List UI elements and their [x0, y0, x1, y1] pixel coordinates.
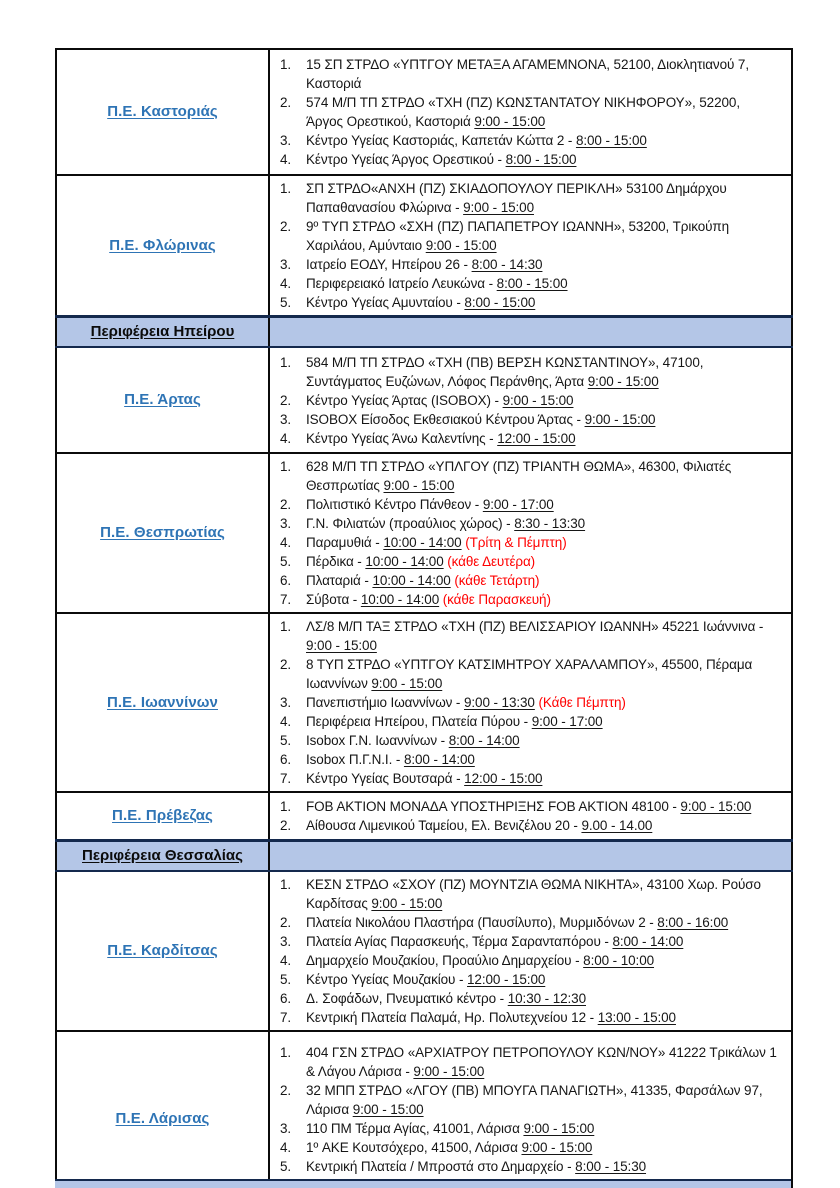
hours-text: 8:00 - 16:00: [657, 915, 729, 930]
location-item: [280, 731, 779, 750]
item-text: [306, 693, 779, 712]
item-number: 3.: [280, 695, 292, 710]
item-number: 2.: [280, 818, 292, 833]
location-item: [280, 1157, 779, 1176]
location-item: [280, 590, 779, 609]
location-text: Σύβοτα -: [306, 592, 361, 607]
hours-text: 12:00 - 15:00: [467, 972, 546, 987]
item-text: [306, 514, 779, 533]
location-text: Περιφέρεια Ηπείρου, Πλατεία Πύρου -: [306, 714, 532, 729]
location-item: [280, 816, 779, 835]
location-text: Κέντρο Υγείας Αμυνταίου -: [306, 295, 465, 310]
day-note: (Τρίτη & Πέμπτη): [461, 535, 567, 550]
item-text: [306, 913, 779, 932]
location-text: ΚΕΣΝ ΣΤΡΔΟ «ΣΧΟΥ (ΠΖ) ΜΟΥΝΤΖΙΑ ΘΩΜΑ ΝΙΚΗΤΑ», 43100 Χωρ. Ρούσο Καρδίτσας: [306, 877, 761, 911]
region-label-cell: [56, 613, 269, 792]
locations-cell: [269, 792, 792, 841]
region-label-link[interactable]: Π.Ε. Πρέβεζας: [112, 807, 213, 824]
item-number: 2.: [280, 657, 292, 672]
item-text: [306, 989, 779, 1008]
item-number: 4.: [280, 535, 292, 550]
location-item: [280, 495, 779, 514]
next-header-row-strip: [55, 1179, 791, 1188]
location-text: Κέντρο Υγείας Μουζακίου -: [306, 972, 468, 987]
region-label-link[interactable]: Π.Ε. Θεσπρωτίας: [100, 524, 225, 541]
item-text: [306, 951, 779, 970]
locations-cell: [269, 613, 792, 792]
item-text: [306, 255, 779, 274]
location-item: [280, 93, 779, 131]
hours-text: 9:00 - 15:00: [587, 373, 659, 389]
location-text: ISOBOX Είσοδος Εκθεσιακού Κέντρου Άρτας -: [306, 411, 585, 427]
locations-cell: [269, 1031, 792, 1188]
hours-text: 12:00 - 15:00: [497, 430, 576, 446]
location-text: FOB AKTION ΜΟΝΑΔΑ ΥΠΟΣΤΗΡΙΞΗΣ FOB AKTION 48100 -: [306, 799, 681, 814]
location-text: 1º ΑΚΕ Κουτσόχερο, 41500, Λάρισα: [306, 1140, 522, 1155]
region-group-header-row: [56, 841, 792, 872]
item-number: 1.: [280, 799, 292, 814]
item-number: 5.: [280, 972, 292, 987]
location-item: [280, 514, 779, 533]
location-item: [280, 353, 779, 391]
item-text: [306, 875, 779, 913]
item-number: 1.: [280, 619, 292, 634]
location-text: Πολιτιστικό Κέντρο Πάνθεον -: [306, 497, 483, 512]
item-number: 2.: [280, 392, 292, 408]
item-text: [306, 750, 779, 769]
item-text: [306, 970, 779, 989]
hours-text: 9:00 - 15:00: [306, 638, 377, 653]
location-text: 32 ΜΠΠ ΣΤΡΔΟ «ΛΓΟΥ (ΠΒ) ΜΠΟΥΓΑ ΠΑΝΑΓΙΩΤΗ», 41335, Φαρσάλων 97, Λάρισα: [306, 1083, 763, 1117]
item-number: 3.: [280, 411, 292, 427]
location-text: Κέντρο Υγείας Άνω Καλεντίνης -: [306, 430, 498, 446]
region-row: [56, 613, 792, 792]
item-text: [306, 457, 779, 495]
location-text: Δημαρχείο Μουζακίου, Προαύλιο Δημαρχείου -: [306, 953, 584, 968]
item-text: [306, 932, 779, 951]
location-item: [280, 797, 779, 816]
item-number: 7.: [280, 1010, 292, 1025]
region-label-link[interactable]: Π.Ε. Άρτας: [124, 391, 201, 408]
schedule-table-body: [56, 49, 792, 1188]
region-group-header-cell: [56, 841, 269, 872]
item-number: 7.: [280, 771, 292, 786]
item-text: [306, 1138, 779, 1157]
item-number: 6.: [280, 991, 292, 1006]
location-item: [280, 457, 779, 495]
hours-text: 8:00 - 10:00: [583, 953, 655, 968]
location-text: Πλαταριά -: [306, 573, 373, 588]
location-item: [280, 552, 779, 571]
item-text: [306, 353, 779, 391]
location-text: 9º ΤΥΠ ΣΤΡΔΟ «ΣΧΗ (ΠΖ) ΠΑΠΑΠΕΤΡΟΥ ΙΩΑΝΝΗ», 53200, Τρικούπη Χαριλάου, Αμύνταιο: [306, 219, 730, 253]
location-item: [280, 970, 779, 989]
item-number: 2.: [280, 219, 292, 234]
hours-text: 9:00 - 15:00: [371, 896, 443, 911]
hours-text: 8:00 - 14:00: [612, 934, 684, 949]
locations-cell: [269, 347, 792, 453]
item-number: 2.: [280, 497, 292, 512]
location-text: Περιφερειακό Ιατρείο Λευκώνα -: [306, 276, 497, 291]
hours-text: 9:00 - 15:00: [680, 799, 752, 814]
location-item: [280, 932, 779, 951]
location-item: [280, 131, 779, 150]
item-text: [306, 617, 779, 655]
item-text: [306, 179, 779, 217]
hours-text: 13:00 - 15:00: [597, 1010, 676, 1025]
location-text: Δ. Σοφάδων, Πνευματικό κέντρο -: [306, 991, 508, 1006]
item-number: 2.: [280, 1083, 292, 1098]
day-note: (κάθε Δευτέρα): [443, 554, 536, 569]
region-label-link[interactable]: Π.Ε. Φλώρινας: [109, 236, 216, 254]
location-text: 628 Μ/Π ΤΠ ΣΤΡΔΟ «ΥΠΛΓΟΥ (ΠΖ) ΤΡΙΑΝΤΗ ΘΩΜΑ», 46300, Φιλιατές Θεσπρωτίας: [306, 459, 732, 493]
region-label-cell: [56, 453, 269, 613]
item-number: 2.: [280, 915, 292, 930]
location-text: Κέντρο Υγείας Άργος Ορεστικού -: [306, 152, 506, 167]
item-text: [306, 533, 779, 552]
location-item: [280, 951, 779, 970]
hours-text: 9:00 - 15:00: [502, 392, 574, 408]
location-item: [280, 1138, 779, 1157]
region-row: [56, 792, 792, 841]
location-item: [280, 255, 779, 274]
item-number: 4.: [280, 953, 292, 968]
hours-text: 10:00 - 14:00: [383, 535, 462, 550]
location-text: 15 ΣΠ ΣΤΡΔΟ «ΥΠΤΓΟΥ ΜΕΤΑΞΑ ΑΓΑΜΕΜΝΟΝΑ, 52100, Διοκλητιανού 7, Καστοριά: [306, 57, 749, 91]
location-text: Κέντρο Υγείας Άρτας (ISOBOX) -: [306, 392, 503, 408]
item-number: 4.: [280, 714, 292, 729]
region-label-cell: [56, 792, 269, 841]
item-text: [306, 769, 779, 788]
item-text: [306, 93, 779, 131]
item-number: 3.: [280, 934, 292, 949]
item-text: [306, 131, 779, 150]
item-text: [306, 410, 779, 429]
region-group-header-spacer: [269, 841, 792, 872]
location-text: ΛΣ/8 Μ/Π ΤΑΞ ΣΤΡΔΟ «ΤΧΗ (ΠΖ) ΒΕΛΙΣΣΑΡΙΟΥ ΙΩΑΝΝΗ» 45221 Ιωάννινα -: [306, 619, 764, 634]
location-text: Κεντρική Πλατεία Παλαμά, Ηρ. Πολυτεχνείου 12 -: [306, 1010, 598, 1025]
item-number: 4.: [280, 1140, 292, 1155]
hours-text: 8:00 - 15:00: [496, 276, 568, 291]
hours-text: 8:00 - 15:30: [575, 1159, 647, 1174]
hours-text: 8:30 - 13:30: [514, 516, 586, 531]
item-number: 3.: [280, 516, 292, 531]
item-text: [306, 217, 779, 255]
region-label-cell: [56, 175, 269, 317]
location-text: Κέντρο Υγείας Βουτσαρά -: [306, 771, 465, 786]
location-item: [280, 217, 779, 255]
day-note: (κάθε Παρασκευή): [439, 592, 551, 607]
item-number: 4.: [280, 152, 292, 167]
day-note: (κάθε Τετάρτη): [450, 573, 540, 588]
location-item: [280, 293, 779, 312]
location-item: [280, 1119, 779, 1138]
region-label-link[interactable]: Π.Ε. Λάρισας: [115, 1110, 210, 1127]
item-number: 7.: [280, 592, 292, 607]
item-number: 5.: [280, 554, 292, 569]
location-text: 584 Μ/Π ΤΠ ΣΤΡΔΟ «ΤΧΗ (ΠΒ) ΒΕΡΣΗ ΚΩΝΣΤΑΝΤΙΝΟΥ», 47100, Συντάγματος Ευζώνων, Λόφος Περάνθης, Άρτα: [306, 354, 704, 389]
location-text: Πλατεία Νικολάου Πλαστήρα (Παυσίλυπο), Μυρμιδόνων 2 -: [306, 915, 658, 930]
item-text: [306, 731, 779, 750]
location-item: [280, 533, 779, 552]
item-number: 3.: [280, 1121, 292, 1136]
region-row: [56, 175, 792, 317]
item-text: [306, 712, 779, 731]
item-number: 2.: [280, 95, 292, 110]
hours-text: 9:00 - 15:00: [352, 1102, 424, 1117]
item-text: [306, 797, 779, 816]
location-item: [280, 429, 779, 448]
region-label-cell: [56, 871, 269, 1031]
location-text: Γ.Ν. Φιλιατών (προαύλιος χώρος) -: [306, 516, 515, 531]
item-text: [306, 293, 779, 312]
item-number: 1.: [280, 459, 292, 474]
location-item: [280, 989, 779, 1008]
item-number: 5.: [280, 295, 292, 310]
region-row: [56, 49, 792, 175]
hours-text: 8:00 - 14:00: [448, 733, 520, 748]
hours-text: 10:30 - 12:30: [507, 991, 586, 1006]
item-number: 6.: [280, 573, 292, 588]
item-number: 4.: [280, 276, 292, 291]
hours-text: 9:00 - 15:00: [523, 1121, 595, 1136]
day-note: (Κάθε Πέμπτη): [534, 695, 626, 710]
location-text: Παραμυθιά -: [306, 535, 384, 550]
region-row: [56, 871, 792, 1031]
region-label-cell: [56, 347, 269, 453]
item-text: [306, 571, 779, 590]
hours-text: 10:00 - 14:00: [365, 554, 444, 569]
location-item: [280, 617, 779, 655]
region-group-header-row: [56, 317, 792, 348]
location-text: Πέρδικα -: [306, 554, 366, 569]
item-text: [306, 1119, 779, 1138]
item-text: [306, 150, 779, 169]
hours-text: 12:00 - 15:00: [464, 771, 543, 786]
location-item: [280, 693, 779, 712]
location-item: [280, 875, 779, 913]
region-group-header-spacer: [269, 317, 792, 348]
location-item: [280, 391, 779, 410]
item-number: 1.: [280, 57, 292, 72]
location-item: [280, 1081, 779, 1119]
item-number: 3.: [280, 257, 292, 272]
region-row: [56, 453, 792, 613]
hours-text: 8:00 - 15:00: [505, 152, 577, 167]
item-text: [306, 816, 779, 835]
hours-text: 9:00 - 15:00: [521, 1140, 593, 1155]
location-text: Ιατρείο ΕΟΔΥ, Ηπείρου 26 -: [306, 257, 472, 272]
location-text: Πλατεία Αγίας Παρασκευής, Τέρμα Σαρανταπόρου -: [306, 934, 613, 949]
hours-text: 9:00 - 15:00: [584, 411, 656, 427]
hours-text: 9:00 - 13:30: [463, 695, 535, 710]
item-text: [306, 1043, 779, 1081]
locations-cell: [269, 49, 792, 175]
item-number: 6.: [280, 752, 292, 767]
hours-text: 9:00 - 15:00: [425, 238, 497, 253]
location-item: [280, 712, 779, 731]
item-text: [306, 655, 779, 693]
hours-text: 9:00 - 15:00: [383, 478, 455, 493]
location-text: Isobox Γ.Ν. Ιωαννίνων -: [306, 733, 449, 748]
hours-text: 8:00 - 14:00: [403, 752, 475, 767]
location-item: [280, 179, 779, 217]
hours-text: 8:00 - 15:00: [575, 133, 647, 148]
locations-cell: [269, 453, 792, 613]
location-item: [280, 55, 779, 93]
location-text: Κέντρο Υγείας Καστοριάς, Καπετάν Κώττα 2 -: [306, 133, 576, 148]
hours-text: 9.00 - 14.00: [581, 818, 653, 833]
item-text: [306, 391, 779, 410]
item-text: [306, 1008, 779, 1027]
region-row: [56, 1031, 792, 1188]
location-text: ΣΠ ΣΤΡΔΟ«ΑΝΧΗ (ΠΖ) ΣΚΙΑΔΟΠΟΥΛΟΥ ΠΕΡΙΚΛΗ» 53100 Δημάρχου Παπαθανασίου Φλώρινα -: [306, 181, 727, 215]
location-item: [280, 274, 779, 293]
location-text: Αίθουσα Λιμενικού Ταμείου, Ελ. Βενιζέλου 20 -: [306, 818, 582, 833]
location-text: 574 Μ/Π ΤΠ ΣΤΡΔΟ «ΤΧΗ (ΠΖ) ΚΩΝΣΤΑΝΤΑΤΟΥ ΝΙΚΗΦΟΡΟΥ», 52200, Άργος Ορεστικού, Καστοριά: [306, 95, 740, 129]
location-item: [280, 1008, 779, 1027]
hours-text: 8:00 - 14:30: [471, 257, 543, 272]
schedule-table: [55, 48, 793, 1188]
location-item: [280, 769, 779, 788]
hours-text: 9:00 - 15:00: [413, 1064, 485, 1079]
item-text: [306, 55, 779, 93]
region-label-cell: [56, 49, 269, 175]
location-text: Κεντρική Πλατεία / Μπροστά στο Δημαρχείο -: [306, 1159, 576, 1174]
region-group-label: Περιφέρεια Ηπείρου: [90, 323, 235, 340]
item-number: 1.: [280, 1045, 292, 1060]
hours-text: 10:00 - 14:00: [360, 592, 440, 607]
location-item: [280, 655, 779, 693]
locations-cell: [269, 175, 792, 317]
location-item: [280, 913, 779, 932]
item-text: [306, 1081, 779, 1119]
region-group-header-cell: [56, 317, 269, 348]
location-item: [280, 150, 779, 169]
region-label-link[interactable]: Π.Ε. Καστοριάς: [107, 103, 218, 120]
location-text: 8 ΤΥΠ ΣΤΡΔΟ «ΥΠΤΓΟΥ ΚΑΤΣΙΜΗΤΡΟΥ ΧΑΡΑΛΑΜΠΟΥ», 45500, Πέραμα Ιωαννίνων: [306, 657, 753, 691]
item-number: 5.: [280, 1159, 292, 1174]
hours-text: 9:00 - 17:00: [531, 714, 603, 729]
item-text: [306, 552, 779, 571]
region-label-link[interactable]: Π.Ε. Ιωαννίνων: [106, 693, 218, 711]
location-item: [280, 750, 779, 769]
item-number: 1.: [280, 181, 292, 196]
hours-text: 9:00 - 17:00: [482, 497, 554, 512]
location-item: [280, 1043, 779, 1081]
item-text: [306, 1157, 779, 1176]
locations-cell: [269, 871, 792, 1031]
location-text: 404 ΓΣΝ ΣΤΡΔΟ «ΑΡΧΙΑΤΡΟΥ ΠΕΤΡΟΠΟΥΛΟΥ ΚΩΝ/ΝΟΥ» 41222 Τρικάλων 1 & Λάγου Λάρισα -: [306, 1045, 777, 1079]
item-number: 1.: [280, 877, 292, 892]
hours-text: 10:00 - 14:00: [372, 573, 451, 588]
item-text: [306, 274, 779, 293]
location-text: Isobox Π.Γ.Ν.Ι. -: [306, 752, 404, 767]
item-text: [306, 429, 779, 448]
location-text: 110 ΠΜ Τέρμα Αγίας, 41001, Λάρισα: [306, 1121, 524, 1136]
item-text: [306, 590, 779, 609]
hours-text: 9:00 - 15:00: [463, 200, 534, 215]
item-number: 1.: [280, 354, 292, 370]
location-text: Πανεπιστήμιο Ιωαννίνων -: [306, 695, 464, 710]
item-number: 3.: [280, 133, 292, 148]
hours-text: 9:00 - 15:00: [371, 676, 443, 691]
region-row: [56, 347, 792, 453]
region-label-cell: [56, 1031, 269, 1188]
region-group-label: Περιφέρεια Θεσσαλίας: [82, 847, 243, 864]
region-label-link[interactable]: Π.Ε. Καρδίτσας: [107, 942, 218, 959]
location-item: [280, 410, 779, 429]
hours-text: 8:00 - 15:00: [464, 295, 536, 310]
location-item: [280, 571, 779, 590]
item-number: 5.: [280, 733, 292, 748]
item-text: [306, 495, 779, 514]
hours-text: 9:00 - 15:00: [474, 114, 546, 129]
item-number: 4.: [280, 430, 292, 446]
